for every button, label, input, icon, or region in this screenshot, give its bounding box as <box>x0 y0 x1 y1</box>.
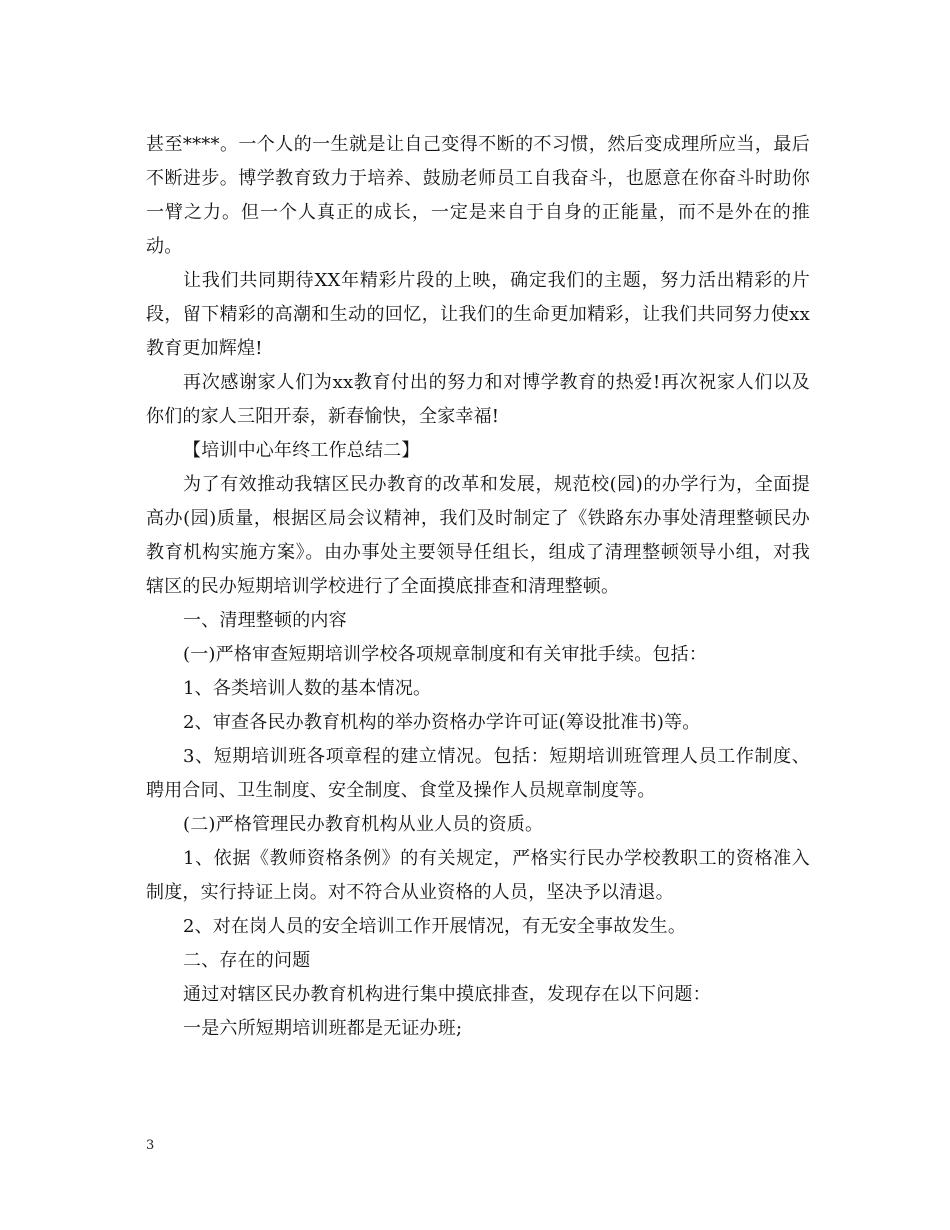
paragraph-xx-year-outlook: 让我们共同期待XX年精彩片段的上映，确定我们的主题，努力活出精彩的片段，留下精彩的高潮和生动的回忆，让我们的生命更加精彩，让我们共同努力使xx教育更加辉煌! <box>146 270 810 359</box>
heading-rectification-content: 一、清理整顿的内容 <box>183 610 347 631</box>
paragraph-investigation-result: 通过对辖区民办教育机构进行集中摸底排查，发现存在以下问题： <box>183 984 711 1005</box>
list-item-charter-setup: 3、短期培训班各项章程的建立情况。包括：短期培训班管理人员工作制度、聘用合同、卫生制度、安全制度、食堂及操作人员规章制度等。 <box>146 746 810 801</box>
heading-existing-problems: 二、存在的问题 <box>183 950 311 971</box>
subheading-review-rules: (一)严格审查短期培训学校各项规章制度和有关审批手续。包括： <box>183 644 708 665</box>
list-item-trainee-count: 1、各类培训人数的基本情况。 <box>183 678 432 699</box>
paragraph-continuation: 甚至****。一个人的一生就是让自己变得不断的不习惯，然后变成理所应当，最后不断进步。博学教育致力于培养、鼓励老师员工自我奋斗，也愿意在你奋斗时助你一臂之力。但一个人真正的成长，一定是来自于自身的正能量，而不是外在的推动。 <box>146 134 810 257</box>
page-number: 3 <box>146 1138 155 1153</box>
list-item-unlicensed-classes: 一是六所短期培训班都是无证办班; <box>183 1018 463 1039</box>
section-heading-summary-two: 【培训中心年终工作总结二】 <box>183 440 420 461</box>
paragraph-thanks: 再次感谢家人们为xx教育付出的努力和对博学教育的热爱!再次祝家人们以及你们的家人三阳开泰，新春愉快，全家幸福! <box>146 372 810 427</box>
paragraph-introduction: 为了有效推动我辖区民办教育的改革和发展，规范校(园)的办学行为，全面提高办(园)质量，根据区局会议精神，我们及时制定了《铁路东办事处清理整顿民办教育机构实施方案》。由办事处主要领导任组长，组成了清理整顿领导小组，对我辖区的民办短期培训学校进行了全面摸底排查和清理整顿。 <box>146 474 810 597</box>
subheading-staff-qualification: (二)严格管理民办教育机构从业人员的资质。 <box>183 814 544 835</box>
list-item-license-review: 2、审查各民办教育机构的举办资格办学许可证(筹设批准书)等。 <box>183 712 701 733</box>
list-item-safety-training: 2、对在岗人员的安全培训工作开展情况，有无安全事故发生。 <box>183 916 687 937</box>
document-body <box>146 128 810 1046</box>
list-item-teacher-certification: 1、依据《教师资格条例》的有关规定，严格实行民办学校教职工的资格准入制度，实行持证上岗。对不符合从业资格的人员，坚决予以清退。 <box>146 848 810 903</box>
